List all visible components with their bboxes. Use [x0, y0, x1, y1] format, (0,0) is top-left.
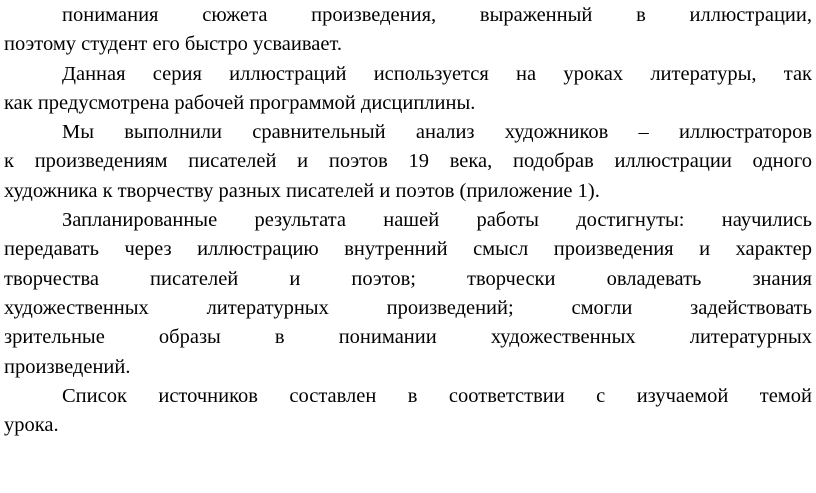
text-line: передавать через иллюстрацию внутренний смысл произведения и характер	[4, 238, 812, 261]
text-line: Мы выполнили сравнительный анализ художников – иллюстраторов	[62, 121, 812, 144]
text-line: как предусмотрена рабочей программой дисциплины.	[4, 91, 476, 114]
text-line: к произведениям писателей и поэтов 19 века, подобрав иллюстрации одного	[4, 150, 812, 173]
text-line: художественных литературных произведений; смогли задействовать	[4, 296, 812, 319]
text-line: поэтому студент его быстро усваивает.	[4, 33, 342, 56]
text-line: урока.	[4, 414, 59, 437]
text-line: Запланированные результата нашей работы достигнуты: научились	[62, 209, 812, 232]
text-line: понимания сюжета произведения, выраженный в иллюстрации,	[62, 4, 812, 26]
text-line: зрительные образы в понимании художественных литературных	[4, 326, 812, 349]
text-line: Данная серия иллюстраций используется на уроках литературы, так	[62, 62, 812, 85]
text-line: творчества писателей и поэтов; творчески овладевать знания	[4, 267, 812, 290]
text-line: произведений.	[4, 355, 131, 378]
text-line: Список источников составлен в соответствии с изучаемой темой	[62, 384, 812, 407]
text-line: художника к творчеству разных писателей и поэтов (приложение 1).	[4, 179, 600, 202]
